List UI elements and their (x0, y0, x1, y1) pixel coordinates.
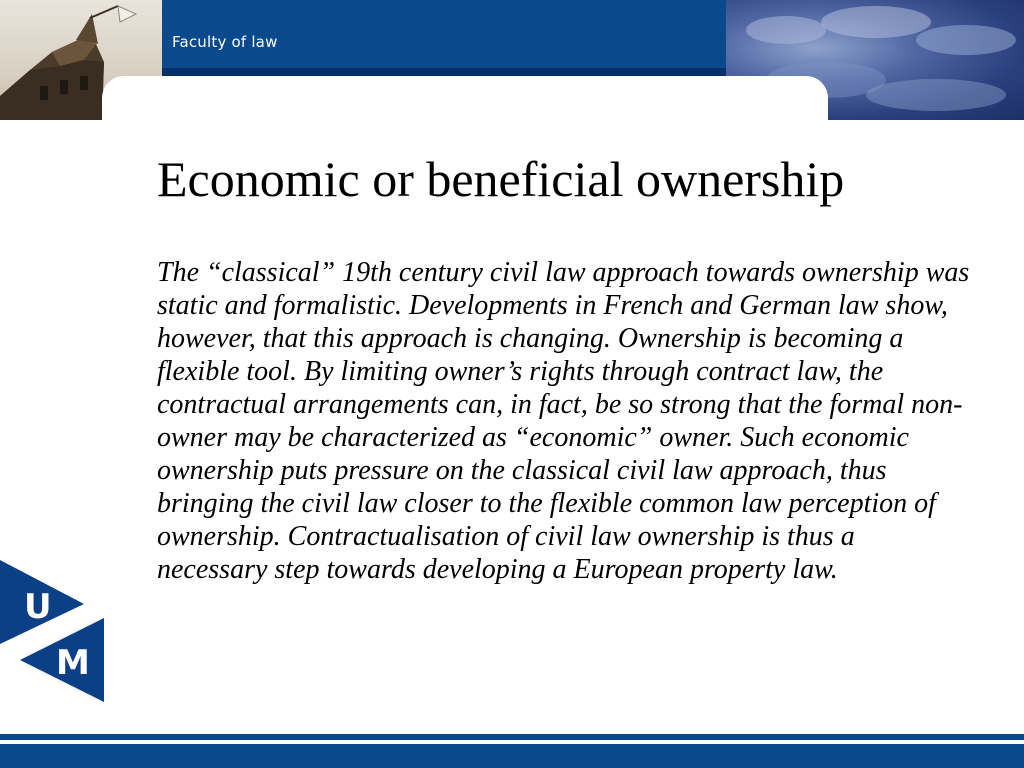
footer-thin-bar (0, 734, 1024, 740)
logo-letter-m: M (56, 643, 90, 683)
faculty-label: Faculty of law (172, 33, 278, 51)
um-logo-icon (0, 560, 104, 702)
header-divider-line (160, 68, 728, 76)
um-logo (0, 560, 104, 702)
slide-title: Economic or beneficial ownership (157, 151, 845, 207)
slide-body-text: The “classical” 19th century civil law approach towards ownership was static and formalistic. Developments in French and German law show, however, that this approach is changing. Ownership is becoming a flexible tool. By limiting owner’s rights through contract law, the contractual arrangements can, in fact, be so strong that the formal non-owner may be characterized as “economic” owner. Such economic ownership puts pressure on the classical civil law approach, thus bringing the civil law closer to the flexible common law perception of ownership. Contractualisation of civil law ownership is thus a necessary step towards developing a European property law. (157, 257, 970, 585)
logo-letter-u: U (24, 587, 52, 627)
footer-thick-bar (0, 744, 1024, 768)
